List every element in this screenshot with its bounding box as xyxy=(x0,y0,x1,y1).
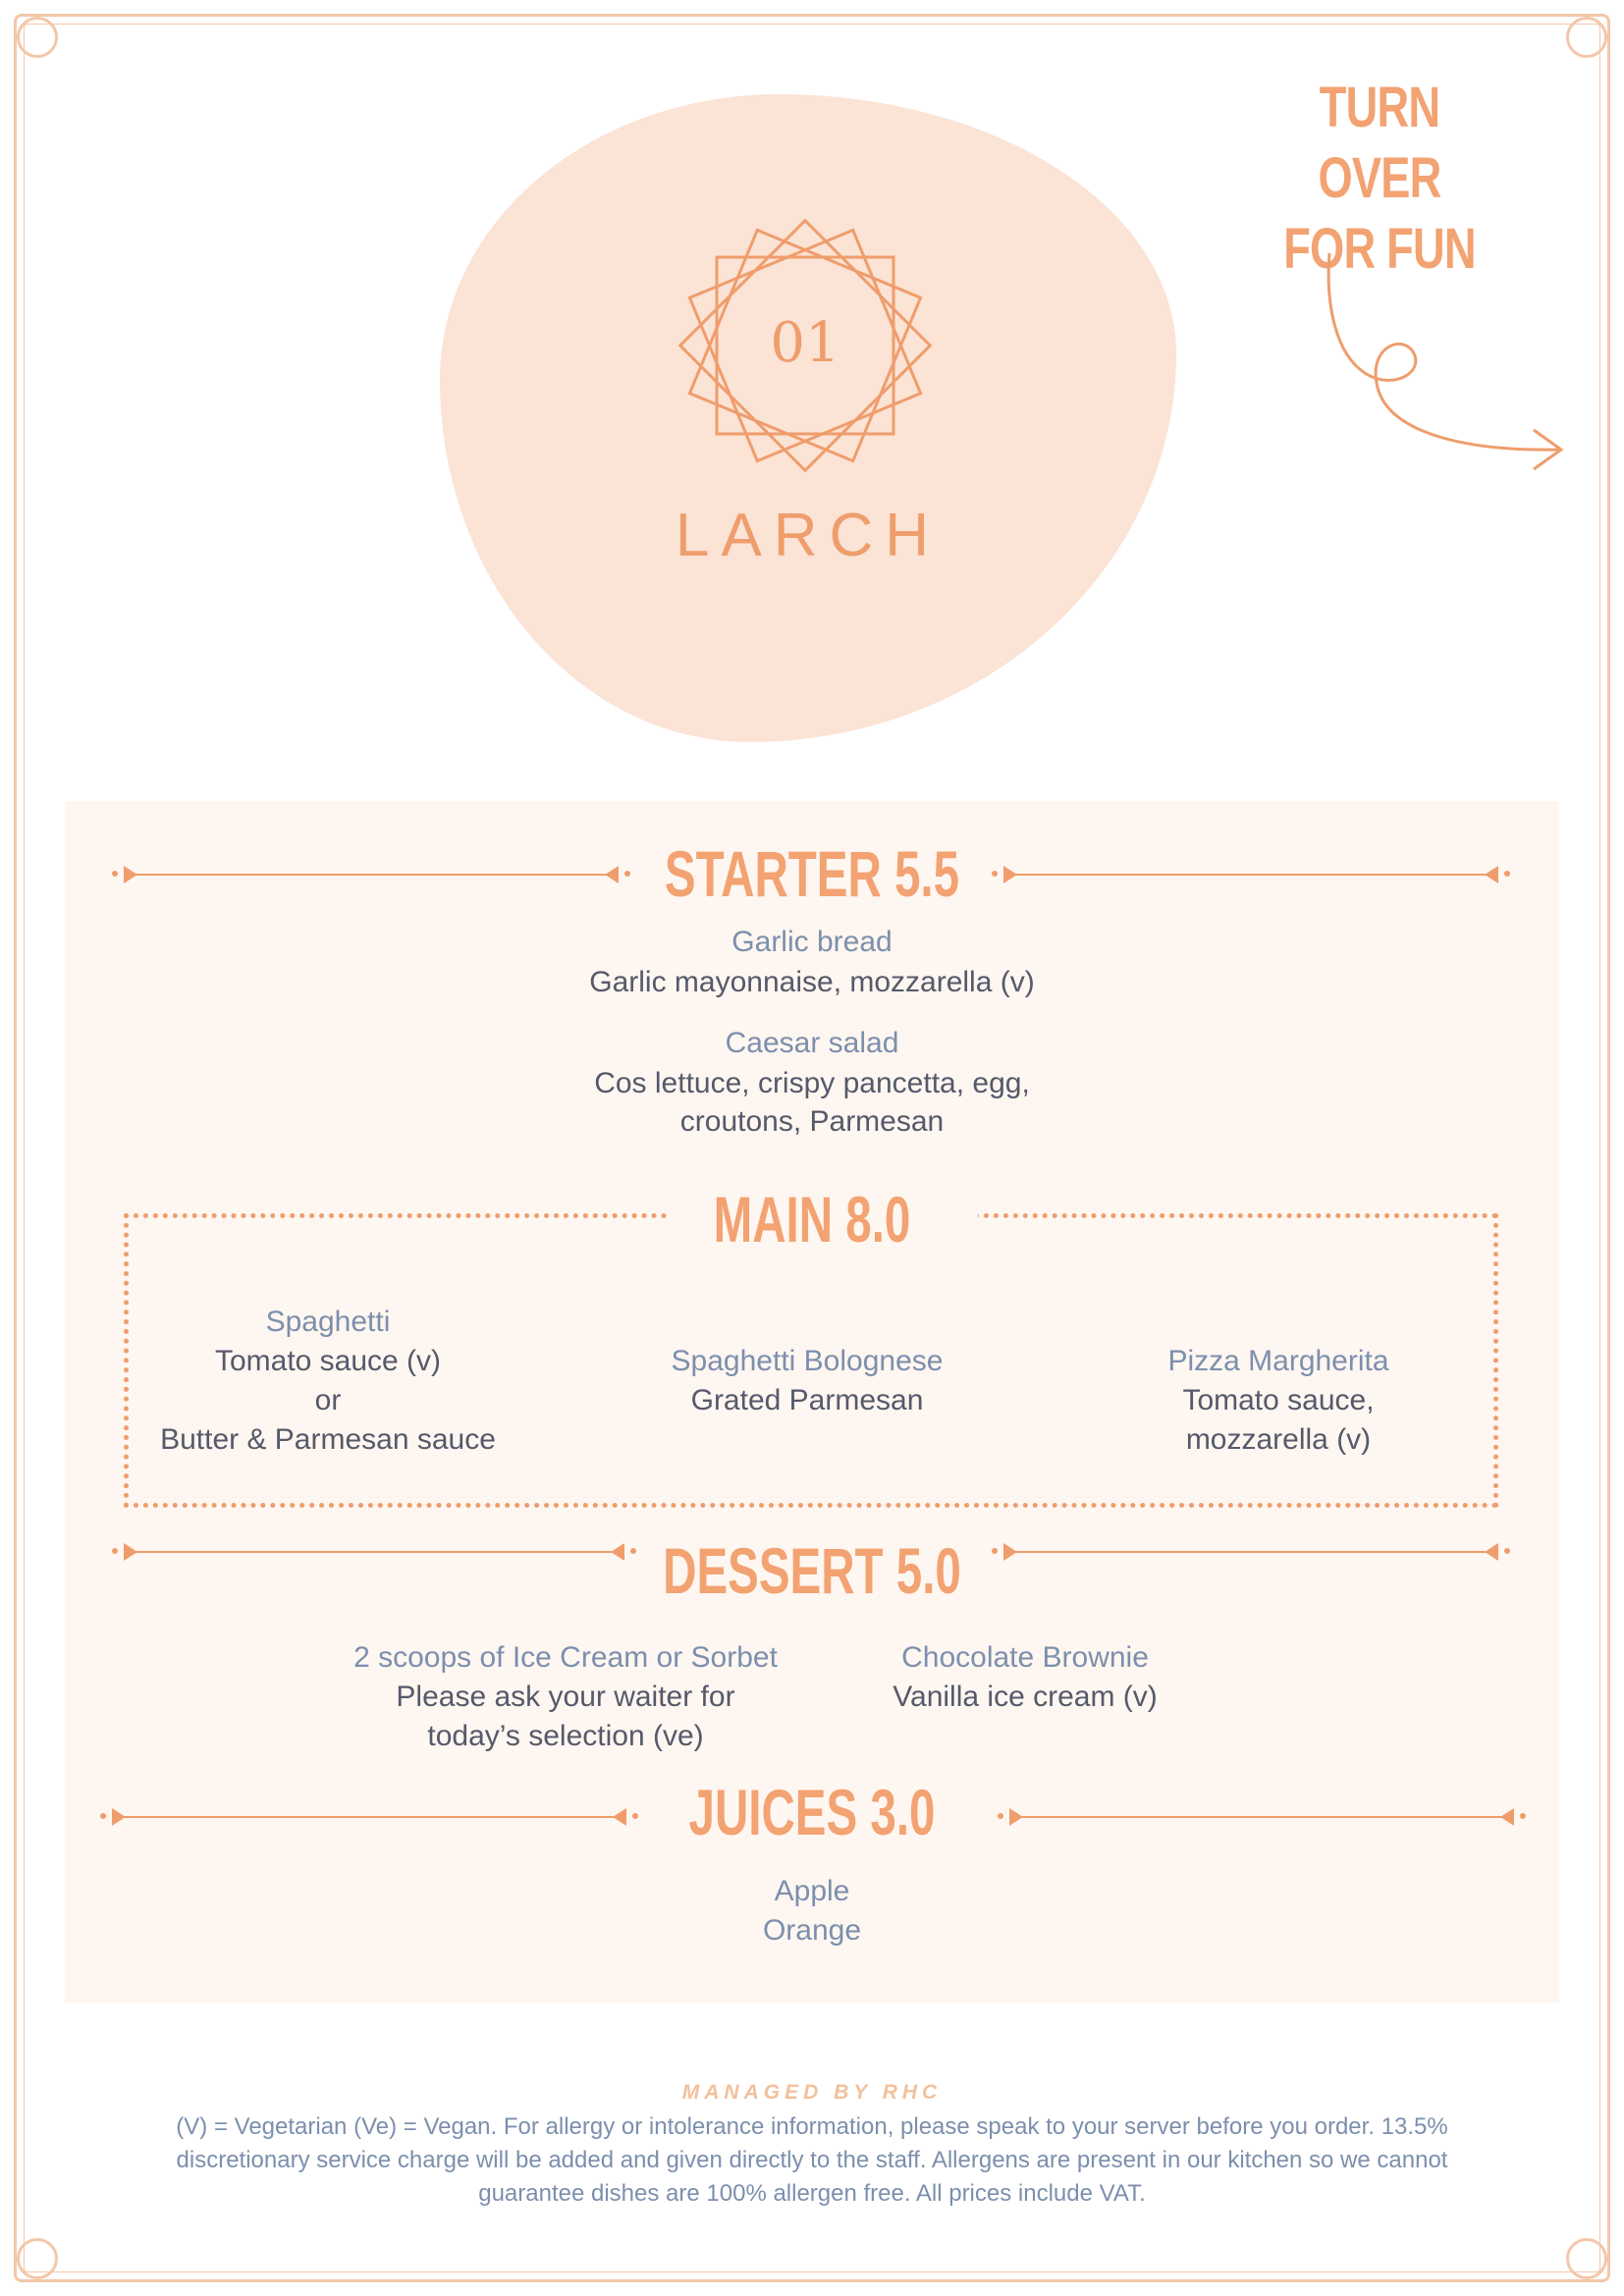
menu-item-name: Pizza Margherita xyxy=(1167,1345,1389,1377)
menu-item-name: Spaghetti Bolognese xyxy=(671,1345,944,1377)
restaurant-name: LARCH xyxy=(675,502,942,569)
section-heading-dessert: DESSERT 5.0 xyxy=(663,1534,961,1607)
menu-item-desc: Garlic mayonnaise, mozzarella (v) xyxy=(589,966,1035,998)
menu-item-name: Orange xyxy=(762,1914,862,1947)
menu-item-name: Chocolate Brownie xyxy=(901,1641,1149,1674)
menu-item-desc: Butter & Parmesan sauce xyxy=(160,1423,496,1456)
menu-item-name: Spaghetti xyxy=(265,1306,391,1338)
menu-item-name: Apple xyxy=(774,1875,850,1907)
star-emblem-icon xyxy=(668,208,943,483)
footnote-line-1: (V) = Vegetarian (Ve) = Vegan. For allergy or intolerance information, please speak to your server before you order. 13.5% xyxy=(176,2113,1448,2140)
menu-item-desc: Tomato sauce, xyxy=(1182,1384,1375,1416)
turn-over-line-2: FOR FUN xyxy=(1283,217,1476,281)
footnote-line-2: discretionary service charge will be added and given directly to the staff. Allergens are present in our kitchen so we cannot xyxy=(176,2147,1448,2173)
menu-item-name: 2 scoops of Ice Cream or Sorbet xyxy=(353,1641,778,1674)
menu-item-desc: Grated Parmesan xyxy=(690,1384,924,1416)
section-heading-juices: JUICES 3.0 xyxy=(688,1776,936,1848)
curly-arrow-icon xyxy=(1316,245,1571,481)
section-heading-starter: STARTER 5.5 xyxy=(664,837,960,910)
menu-item-name: Garlic bread xyxy=(731,926,893,958)
section-heading-main: MAIN 8.0 xyxy=(713,1183,911,1255)
managed-by-label: MANAGED BY RHC xyxy=(681,2081,943,2104)
menu-item-desc: Please ask your waiter for xyxy=(396,1681,735,1713)
menu-item-name: Caesar salad xyxy=(725,1027,899,1059)
menu-item-desc: Cos lettuce, crispy pancetta, egg, xyxy=(594,1067,1030,1099)
turn-over-line-1: TURN OVER xyxy=(1318,76,1441,210)
allergen-footnote xyxy=(147,2110,1477,2211)
menu-item-desc: today’s selection (ve) xyxy=(427,1720,704,1752)
menu-item-desc: Vanilla ice cream (v) xyxy=(893,1681,1158,1713)
footnote-line-3: guarantee dishes are 100% allergen free. All prices include VAT. xyxy=(478,2180,1146,2207)
menu-item-desc: Tomato sauce (v) xyxy=(214,1345,442,1377)
menu-item-desc: mozzarella (v) xyxy=(1185,1423,1372,1456)
emblem-number: 01 xyxy=(770,311,840,375)
menu-item-desc: or xyxy=(314,1384,342,1416)
menu-item-desc: croutons, Parmesan xyxy=(679,1105,945,1138)
